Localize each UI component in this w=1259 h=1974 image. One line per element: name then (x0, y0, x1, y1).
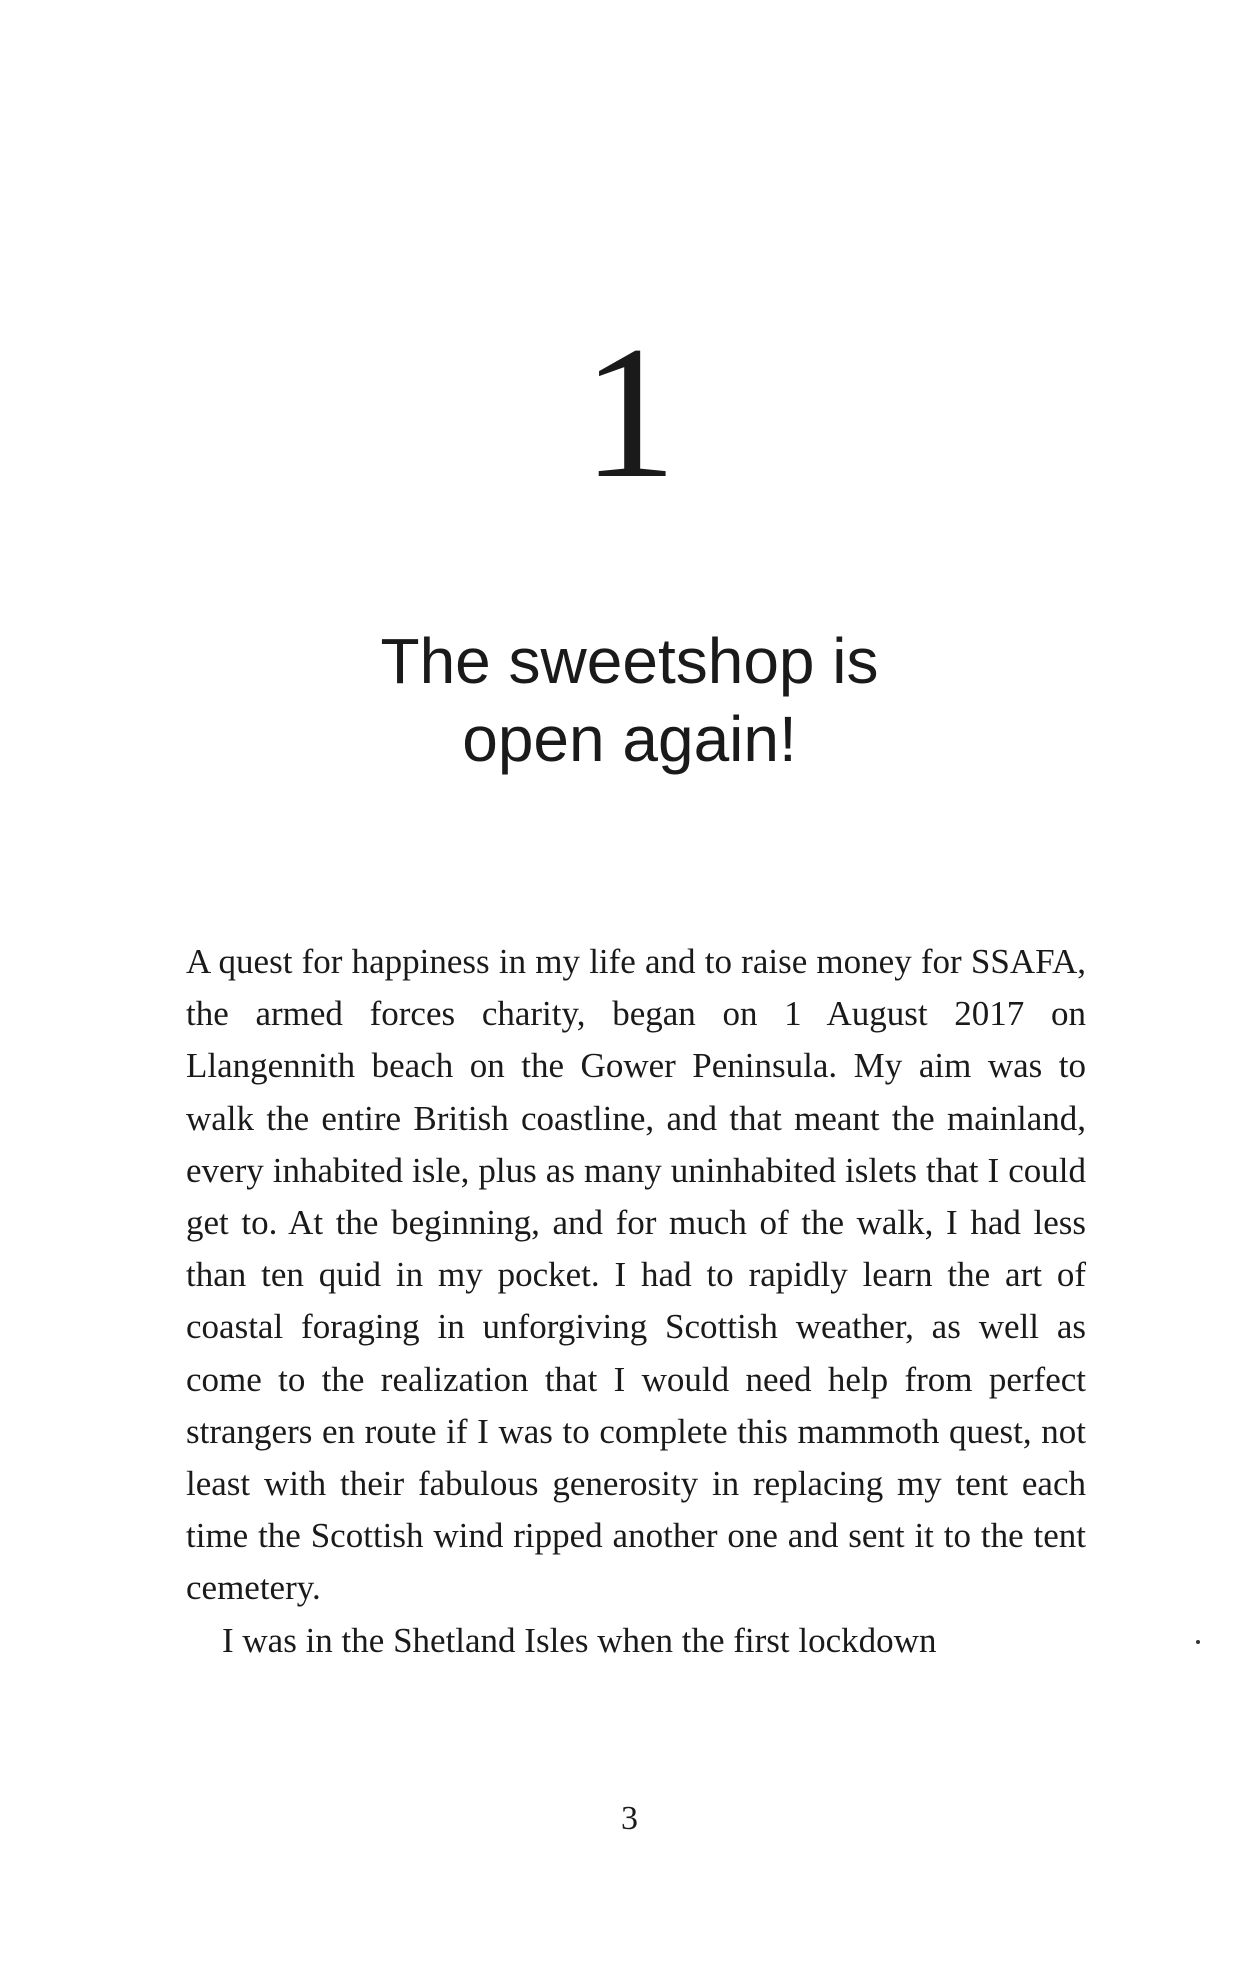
body-text (186, 936, 1086, 1667)
chapter-title-line-2: open again! (462, 703, 797, 775)
print-speck (1196, 1640, 1200, 1644)
chapter-title (0, 622, 1259, 778)
chapter-title-line-1: The sweetshop is (380, 625, 879, 697)
page-number: 3 (621, 1800, 638, 1837)
paragraph-2: I was in the Shetland Isles when the first lockdown (222, 1620, 937, 1660)
paragraph-1: A quest for happiness in my life and to raise money for SSAFA, the armed forces charity, began on 1 August 2017 on Llangennith beach on the Gower Peninsula. My aim was to walk the entire British coastline, and that meant the mainland, every inhabited isle, plus as many uninhabited islets that I could get to. At the beginning, and for much of the walk, I had less than ten quid in my pocket. I had to rapidly learn the art of coastal foraging in unforgiving Scottish weather, as well as come to the realization that I would need help from perfect strangers en route if I was to complete this mammoth quest, not least with their fabulous generosity in replacing my tent each time the Scottish wind ripped another one and sent it to the tent cemetery. (186, 942, 1086, 1608)
chapter-number: 1 (582, 308, 677, 518)
